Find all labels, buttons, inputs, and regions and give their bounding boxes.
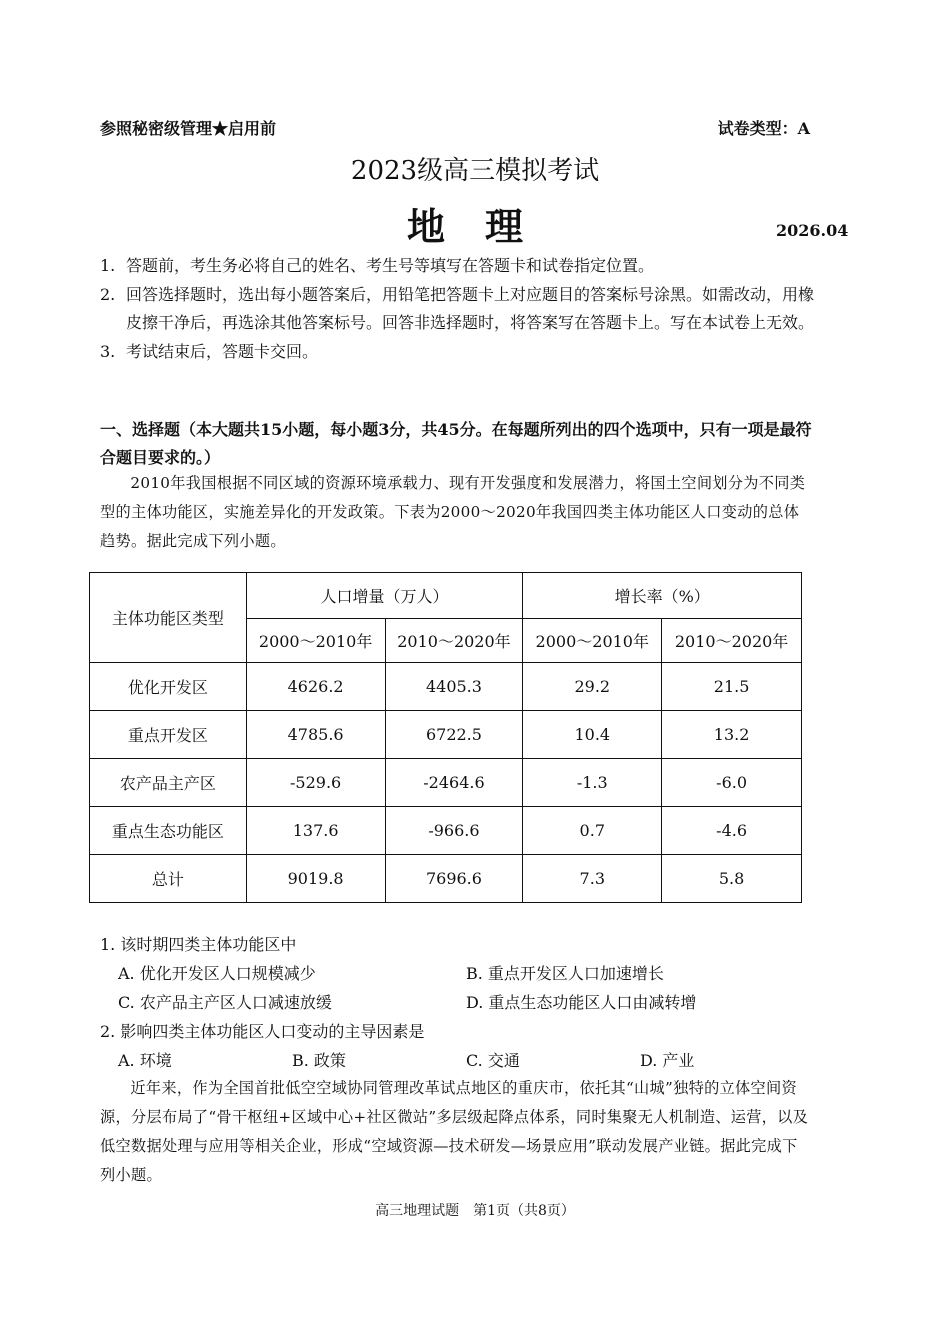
exam-title: 2023级高三模拟考试 — [350, 156, 600, 186]
instruction-number: 1. — [100, 256, 116, 275]
table-cell: 0.7 — [523, 807, 662, 855]
option-a: A. 环境 — [118, 1051, 172, 1070]
option-c: C. 农产品主产区人口减速放缓 — [118, 993, 332, 1012]
table-cell: 7696.6 — [385, 855, 523, 903]
table-cell: 5.8 — [662, 855, 802, 903]
question-2-options — [118, 1048, 818, 1077]
option-c: C. 交通 — [466, 1051, 520, 1070]
instruction-number: 2. — [100, 284, 116, 304]
instruction-text: 答题前，考生务必将自己的姓名、考生号等填写在答题卡和试卷指定位置。 — [126, 256, 655, 275]
table-group-header: 人口增量（万人） — [246, 573, 523, 619]
table-period-header: 2010～2020年 — [662, 619, 802, 663]
table-row-header: 主体功能区类型 — [90, 573, 247, 663]
population-table — [89, 572, 802, 903]
table-cell: 4626.2 — [246, 663, 385, 711]
table-cell: -1.3 — [523, 759, 662, 807]
table-row — [90, 759, 802, 807]
table-cell: 9019.8 — [246, 855, 385, 903]
question-1-options — [118, 961, 818, 1019]
question-1-stem: 1. 该时期四类主体功能区中 — [100, 935, 297, 954]
table-row — [90, 855, 802, 903]
option-d: D. 产业 — [640, 1051, 695, 1070]
table-cell: 10.4 — [523, 711, 662, 759]
table-group-header: 增长率（%） — [523, 573, 802, 619]
table-row — [90, 663, 802, 711]
row-label: 总计 — [90, 855, 247, 903]
instruction-text: 考试结束后，答题卡交回。 — [126, 341, 319, 361]
row-label: 优化开发区 — [90, 663, 247, 711]
table-cell: -529.6 — [246, 759, 385, 807]
option-b: B. 政策 — [292, 1051, 346, 1070]
passage-1: 2010年我国根据不同区域的资源环境承载力、现有开发强度和发展潜力，将国土空间划分为不同类型的主体功能区，实施差异化的开发政策。下表为2000～2020年我国四类主体功能区人口变动的总体趋势。据此完成下列小题。 — [100, 474, 806, 550]
table-cell: 21.5 — [662, 663, 802, 711]
table-row — [90, 711, 802, 759]
option-a: A. 优化开发区人口规模减少 — [118, 964, 316, 983]
row-label: 农产品主产区 — [90, 759, 247, 807]
table-cell: 4405.3 — [385, 663, 523, 711]
instruction-text: 回答选择题时，选出每小题答案后，用铅笔把答题卡上对应题目的答案标号涂黑。如需改动，用橡皮擦干净后，再选涂其他答案标号。回答非选择题时，将答案写在答题卡上。写在本试卷上无效。 — [126, 284, 815, 332]
table-cell: 6722.5 — [385, 711, 523, 759]
subject-title: 地理 — [406, 204, 563, 249]
secrecy-notice: 参照秘密级管理★启用前 — [100, 119, 277, 138]
row-label: 重点开发区 — [90, 711, 247, 759]
table-period-header: 2000～2010年 — [523, 619, 662, 663]
table-cell: -2464.6 — [385, 759, 523, 807]
table-cell: 29.2 — [523, 663, 662, 711]
paper-type: 试卷类型：A — [717, 119, 810, 138]
table-cell: 7.3 — [523, 855, 662, 903]
passage-2: 近年来，作为全国首批低空空域协同管理改革试点地区的重庆市，依托其“山城”独特的立体空间资源，分层布局了“骨干枢纽+区域中心+社区微站”多层级起降点体系，同时集聚无人机制造、运营，以及低空数据处理与应用等相关企业，形成“空域资源—技术研发—场景应用”联动发展产业链。据此完成下列小题。 — [100, 1079, 809, 1184]
question-2-stem: 2. 影响四类主体功能区人口变动的主导因素是 — [100, 1022, 425, 1041]
section-heading: 一、选择题（本大题共15小题，每小题3分，共45分。在每题所列出的四个选项中，只有一项是最符合题目要求的。） — [100, 420, 812, 467]
instruction-item — [100, 252, 820, 281]
table-cell: 4785.6 — [246, 711, 385, 759]
page-footer: 高三地理试题 第1页（共8页） — [375, 1203, 575, 1219]
table-period-header: 2010～2020年 — [385, 619, 523, 663]
table-row — [90, 807, 802, 855]
exam-date: 2026.04 — [776, 221, 849, 240]
table-period-header: 2000～2010年 — [246, 619, 385, 663]
instruction-item — [100, 281, 820, 338]
table-cell: -966.6 — [385, 807, 523, 855]
instruction-number: 3. — [100, 341, 116, 361]
table-cell: 137.6 — [246, 807, 385, 855]
instructions — [100, 252, 820, 366]
option-d: D. 重点生态功能区人口由减转增 — [466, 993, 697, 1012]
table-cell: -6.0 — [662, 759, 802, 807]
instruction-item — [100, 338, 820, 367]
table-cell: 13.2 — [662, 711, 802, 759]
table-cell: -4.6 — [662, 807, 802, 855]
row-label: 重点生态功能区 — [90, 807, 247, 855]
option-b: B. 重点开发区人口加速增长 — [466, 964, 664, 983]
